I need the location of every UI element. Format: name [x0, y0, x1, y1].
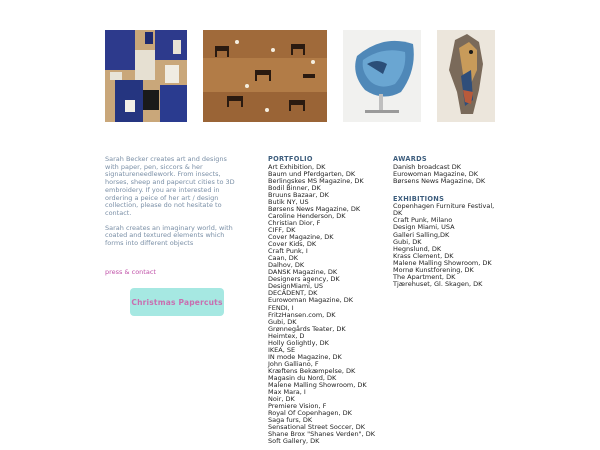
- portfolio-item: Noir, DK: [268, 395, 295, 404]
- portfolio-item: Kræftens Bekæmpelse, DK: [268, 366, 356, 375]
- exhibition-item: Craft Punk, Milano: [393, 216, 453, 225]
- portfolio-item: Børsens News Magazine, DK: [268, 204, 361, 213]
- portfolio-item: Holly Golightly, DK: [268, 338, 329, 347]
- portfolio-item: DANSK Magazine, DK: [268, 268, 338, 277]
- exhibition-item: Tjærehuset, Gl. Skagen, DK: [393, 279, 483, 288]
- portfolio-item: Heimtex, D: [268, 331, 305, 340]
- portfolio-item: Bodil Binner, DK: [268, 183, 321, 192]
- artwork-horses-papercut[interactable]: [203, 30, 327, 122]
- exhibitions-list: [393, 203, 501, 288]
- exhibition-item: Galleri Salling,DK: [393, 230, 450, 239]
- portfolio-item: FritzHansen.com, DK: [268, 310, 336, 319]
- exhibitions-title: EXHIBITIONS: [393, 194, 445, 203]
- portfolio-item: Shane Brox "Shanes Verden", DK: [268, 430, 376, 439]
- awards-list: [393, 164, 501, 185]
- exhibition-item: Copenhagen Furniture Festival, DK: [393, 202, 495, 218]
- portfolio-item: Baum und Pferdgarten, DK: [268, 169, 356, 178]
- portfolio-item: Cover Kids, DK: [268, 240, 317, 249]
- exhibition-item: The Apartment, DK: [393, 272, 456, 281]
- artwork-horse-head[interactable]: [437, 30, 495, 122]
- portfolio-item: Art Exhibition, DK: [268, 162, 326, 171]
- portfolio-item: FENDI, I: [268, 303, 294, 312]
- portfolio-item: Designers agency, DK: [268, 275, 340, 284]
- portfolio-item: Craft Punk, I: [268, 247, 308, 256]
- portfolio-item: Grønnegårds Teater, DK: [268, 324, 346, 333]
- portfolio-item: CIFF, DK: [268, 226, 296, 235]
- portfolio-item: Premiere Vision, F: [268, 402, 327, 411]
- intro-text: [105, 156, 237, 255]
- exhibition-item: Gubi, DK: [393, 237, 422, 246]
- press-contact-link[interactable]: press & contact: [105, 268, 156, 276]
- artwork-collage-blue[interactable]: [105, 30, 187, 122]
- portfolio-item: Bruuns Bazaar, DK: [268, 190, 329, 199]
- awards-exhibitions-section: [393, 156, 501, 288]
- portfolio-item: IKEA, SE: [268, 345, 296, 354]
- portfolio-item: Magasin du Nord, DK: [268, 374, 337, 382]
- artwork-egg-chair[interactable]: [343, 30, 421, 122]
- portfolio-item: Berlingskes MS Magazine, DK: [268, 176, 364, 185]
- portfolio-item: Eurowoman Magazine, DK: [268, 296, 353, 305]
- portfolio-item: Max Mara, I: [268, 388, 306, 397]
- exhibition-item: Mornø Kunstforening, DK: [393, 265, 474, 274]
- portfolio-item: Caroline Henderson, DK: [268, 211, 346, 220]
- portfolio-item: DesignMiami, US: [268, 282, 323, 291]
- portfolio-item: Caan, DK: [268, 254, 299, 263]
- exhibition-item: Krass Clement, DK: [393, 251, 454, 260]
- portfolio-item: Gubi, DK: [268, 317, 297, 326]
- exhibition-item: Design Miami, USA: [393, 223, 455, 232]
- portfolio-item: Saga furs, DK: [268, 416, 313, 425]
- portfolio-title: PORTFOLIO: [268, 155, 313, 163]
- exhibition-item: Malene Malling Showroom, DK: [393, 258, 492, 267]
- portfolio-item: Royal Of Copenhagen, DK: [268, 409, 352, 418]
- intro-paragraph-2: Sarah creates an imaginary world, with coated and textured elements which forms into different objects: [105, 223, 233, 248]
- portfolio-item: John Galliano, F: [268, 359, 319, 368]
- award-item: Eurowoman Magazine, DK: [393, 169, 478, 178]
- christmas-papercuts-button[interactable]: Christmas Papercuts: [130, 288, 224, 316]
- portfolio-item: Cover Magazine, DK: [268, 233, 334, 242]
- portfolio-section: [268, 156, 380, 445]
- portfolio-list: [268, 164, 380, 446]
- award-item: Børsens News Magazine, DK: [393, 176, 486, 185]
- portfolio-item: IN mode Magazine, DK: [268, 352, 342, 361]
- portfolio-item: Christian Dior, F: [268, 218, 321, 227]
- portfolio-item: Dalhov, DK: [268, 261, 305, 270]
- awards-title: AWARDS: [393, 155, 427, 163]
- portfolio-item: Sensational Street Soccer, DK: [268, 423, 366, 432]
- portfolio-item: Soft Gallery, DK: [268, 437, 320, 446]
- portfolio-item: Butik NY, US: [268, 197, 309, 206]
- portfolio-item: Malene Malling Showroom, DK: [268, 381, 367, 390]
- intro-paragraph-1: Sarah Becker creates art and designs with paper, pen, siccors & her signatureneedlework. From insects, horses, sheep and papercut cities to 3D embroidery. If you are interested in ordering a peice of her art / design collection, please do not hesitate to contact.: [105, 155, 235, 217]
- award-item: Danish broadcast DK: [393, 162, 462, 171]
- portfolio-item: DECADENT, DK: [268, 289, 318, 298]
- exhibition-item: Hegnslund, DK: [393, 244, 442, 253]
